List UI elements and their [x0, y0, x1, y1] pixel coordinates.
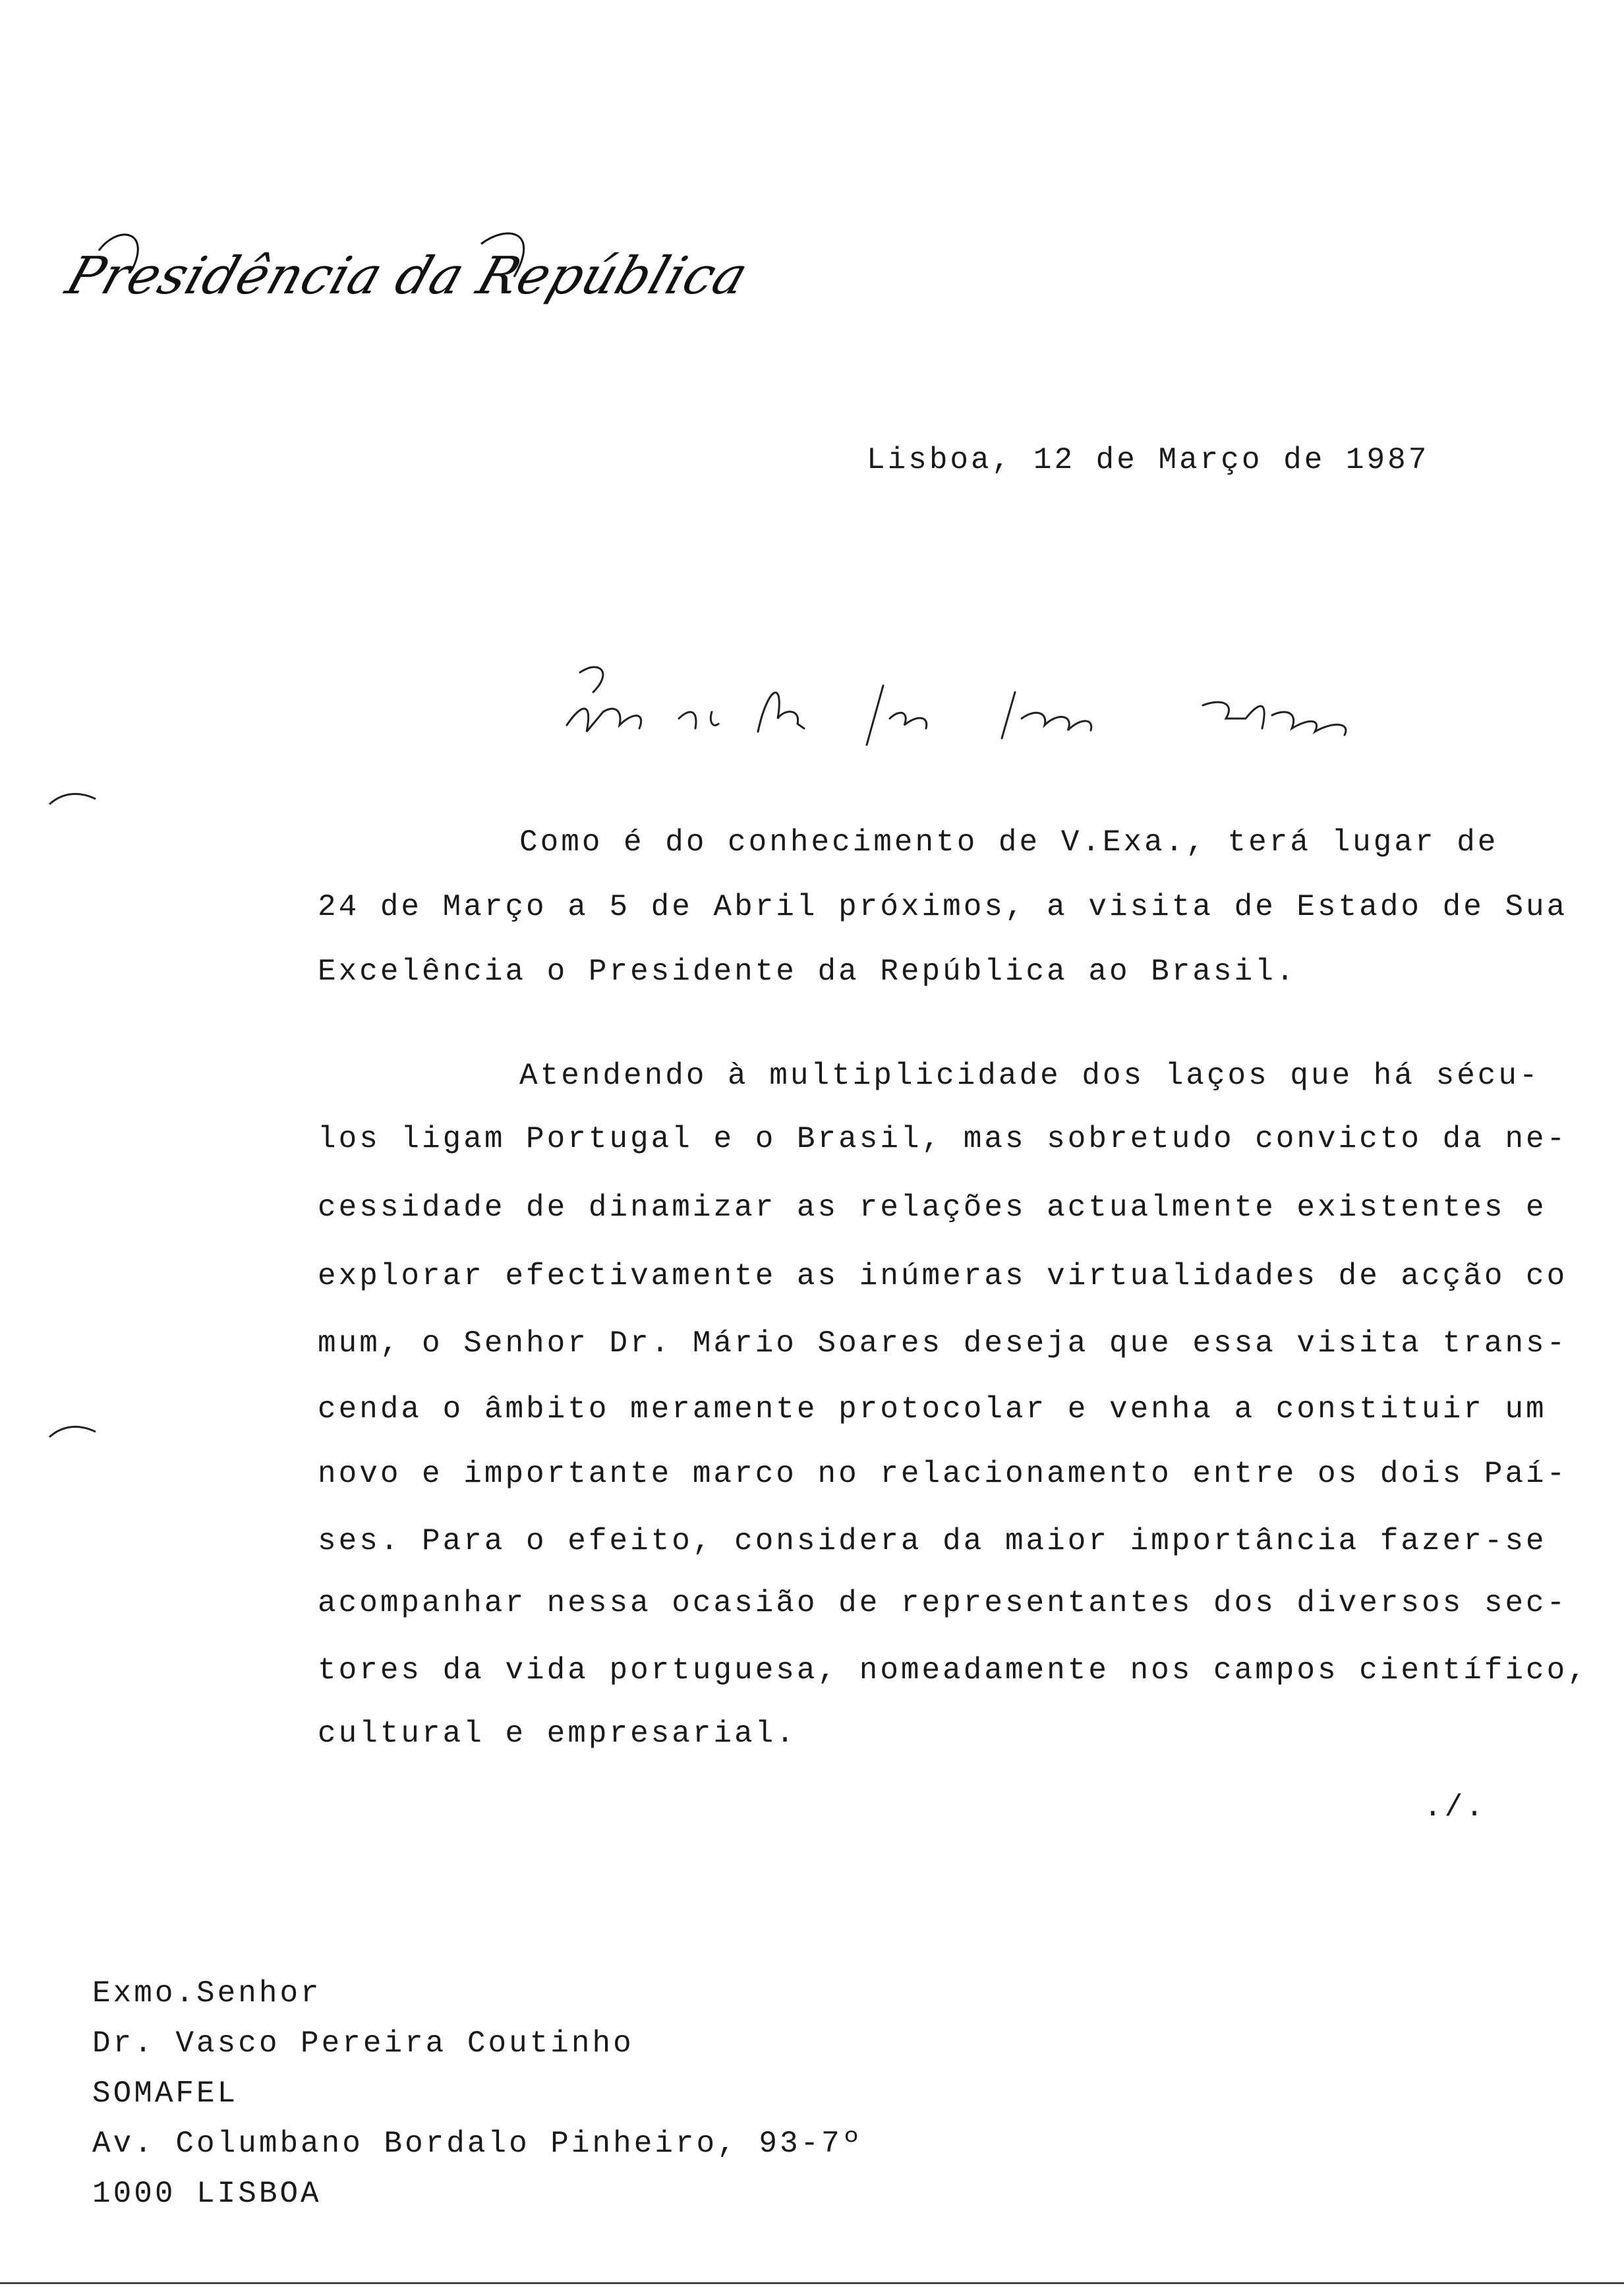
body-line: Excelência o Presidente da República ao Brasil. [318, 955, 1297, 989]
body-line: explorar efectivamente as inúmeras virtualidades de acção co [318, 1259, 1568, 1293]
body-line: Como é do conhecimento de V.Exa., terá lugar de [519, 825, 1499, 860]
body-line: mum, o Senhor Dr. Mário Soares deseja que essa visita trans- [318, 1326, 1568, 1361]
continuation-mark: ./. [1424, 1790, 1486, 1825]
address-line: SOMAFEL [92, 2076, 239, 2111]
address-line: 1000 LISBOA [92, 2177, 322, 2211]
address-line: Dr. Vasco Pereira Coutinho [92, 2026, 634, 2061]
bottom-edge-line [0, 2282, 1624, 2284]
body-line: los ligam Portugal e o Brasil, mas sobretudo convicto da ne- [318, 1122, 1568, 1156]
address-line: Exmo.Senhor [92, 1976, 322, 2011]
body-line: cessidade de dinamizar as relações actualmente existentes e [318, 1191, 1547, 1225]
body-line: Atendendo à multiplicidade dos laços que há sécu- [519, 1059, 1540, 1093]
body-line: ses. Para o efeito, considera da maior importância fazer-se [318, 1524, 1547, 1558]
body-line: acompanhar nessa ocasião de representantes dos diversos sec- [318, 1586, 1568, 1620]
body-line: cultural e empresarial. [318, 1717, 797, 1751]
margin-punch-mark [46, 784, 99, 811]
body-line: novo e importante marco no relacionamento entre os dois Paí- [318, 1457, 1568, 1491]
handwritten-salutation [540, 646, 1463, 765]
body-line: tores da vida portuguesa, nomeadamente nos campos científico, [318, 1653, 1588, 1688]
address-line: Av. Columbano Bordalo Pinheiro, 93-7º [92, 2127, 863, 2161]
letter-date: Lisboa, 12 de Março de 1987 [867, 443, 1430, 477]
svg-text:Presidência da República: Presidência da República [59, 245, 756, 306]
body-line: 24 de Março a 5 de Abril próximos, a visita de Estado de Sua [318, 890, 1568, 924]
letterhead-script [59, 224, 756, 330]
body-line: cenda o âmbito meramente protocolar e venha a constituir um [318, 1392, 1547, 1426]
margin-punch-mark [46, 1417, 99, 1444]
